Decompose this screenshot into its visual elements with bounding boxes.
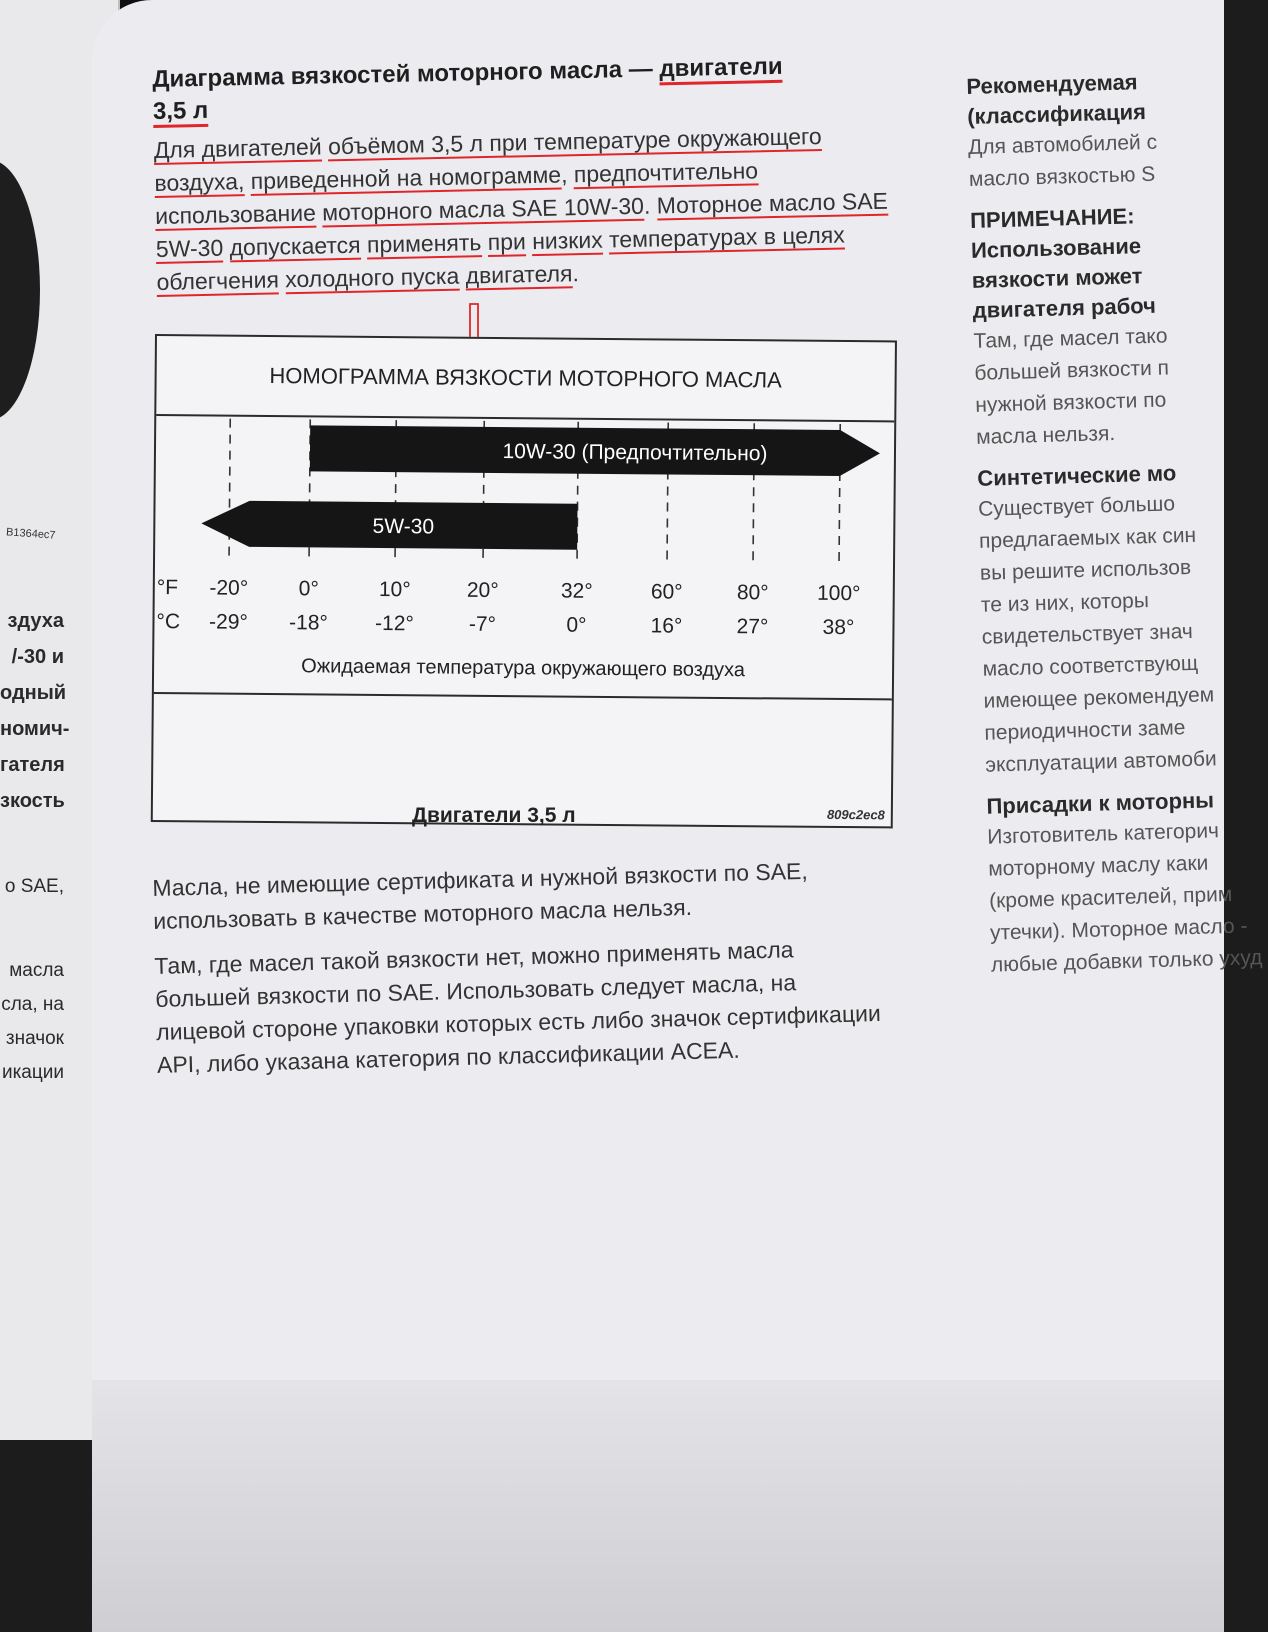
- fahrenheit-tick: -20°: [209, 576, 249, 600]
- fahrenheit-tick: 32°: [560, 579, 593, 603]
- prev-fragment: зкость: [0, 790, 65, 812]
- nomogram-divider: [154, 692, 892, 700]
- right-column-line: те из них, которы: [980, 589, 1150, 617]
- celsius-tick: 38°: [822, 615, 855, 640]
- right-column-heading: двигателя рабоч: [972, 292, 1157, 323]
- lead-underlined-phrase: температурах в целях облегчения: [156, 221, 845, 295]
- celsius-tick: 16°: [650, 614, 683, 638]
- fahrenheit-tick: 60°: [650, 580, 683, 604]
- celsius-tick: -12°: [375, 611, 414, 636]
- body-paragraph: Масла, не имеющие сертификата и нужной вязкости по SAE, использовать в качестве моторного масла нельзя.: [152, 857, 809, 934]
- right-column-line: свидетельствует знач: [981, 619, 1194, 649]
- right-column-heading: ПРИМЕЧАНИЕ:: [969, 203, 1135, 233]
- celsius-tick: 27°: [736, 615, 769, 639]
- right-column-line: большей вязкости п: [974, 356, 1170, 385]
- right-column-line: утечки). Моторное масло -: [989, 914, 1248, 945]
- fahrenheit-tick: 80°: [736, 581, 769, 605]
- right-column-line: (кроме красителей, прим: [988, 882, 1233, 913]
- lead-underlined-phrase: низких: [531, 226, 603, 255]
- lead-underlined-phrase: допускается: [229, 231, 361, 261]
- viscosity-nomogram: [151, 334, 897, 828]
- prev-fragment: /-30 и: [11, 646, 64, 668]
- right-column-heading: Присадки к моторны: [986, 787, 1215, 819]
- heading-underlined: 3,5 л: [153, 97, 209, 128]
- lead-paragraph: [153, 118, 916, 299]
- nomogram-title: НОМОГРАММА ВЯЗКОСТИ МОТОРНОГО МАСЛА: [156, 336, 895, 422]
- lead-underlined-phrase: двигателя: [465, 260, 573, 289]
- prev-fragment: гателя: [0, 754, 65, 776]
- lead-underlined-phrase: объёмом 3,5 л при температуре окружающего воздуха,: [154, 122, 822, 196]
- lead-underlined-phrase: моторного масла SAE 10W-30: [321, 192, 645, 226]
- main-column: [152, 48, 917, 299]
- prev-fragment: икации: [1, 1062, 64, 1083]
- right-column-line: любые добавки только ухуд: [990, 946, 1263, 977]
- lead-underlined-phrase: приведенной на номограмме: [250, 161, 562, 194]
- right-column-line: Изготовитель категорич: [987, 819, 1220, 849]
- fahrenheit-tick: 100°: [816, 581, 861, 606]
- heading-text: Диаграмма вязкостей моторного масла —: [152, 55, 660, 93]
- right-column-line: Там, где масел тако: [973, 324, 1168, 353]
- right-column-line: Для автомобилей с: [967, 130, 1158, 159]
- figure-caption: Двигатели 3,5 л: [412, 804, 576, 827]
- prev-fragment: масла: [9, 960, 64, 981]
- celsius-tick: 0°: [566, 613, 587, 637]
- viscosity-bar-label: 10W-30 (Предпочтительно): [502, 440, 768, 466]
- heading-underlined: двигатели: [659, 53, 783, 86]
- lead-underlined-phrase: предпочтительно использование: [154, 157, 759, 229]
- celsius-row: [154, 610, 892, 646]
- temperature-gridline: [229, 419, 230, 563]
- gauge-illustration: [0, 160, 40, 420]
- prev-fragment: о SAE,: [4, 876, 64, 897]
- right-column-heading: Рекомендуемая: [966, 69, 1138, 99]
- right-column-line: имеющее рекомендуем: [983, 683, 1215, 713]
- prev-fragment: сла, на: [1, 994, 64, 1015]
- lead-underlined-phrase: Для двигателей: [153, 133, 322, 163]
- right-column-heading: (классификация: [966, 98, 1147, 129]
- lead-text: .: [643, 192, 657, 219]
- right-column-line: моторному маслу каки: [987, 851, 1209, 881]
- nomogram-axis-caption: Ожидаемая температура окружающего воздуха: [301, 655, 746, 682]
- prev-fragment: номич-: [0, 718, 70, 740]
- prev-fragment: одный: [0, 682, 67, 704]
- fahrenheit-row: [155, 576, 893, 612]
- lead-underlined-phrase: холодного пуска: [284, 262, 460, 293]
- lead-underlined-phrase: Моторное масло SAE 5W-30: [155, 187, 889, 262]
- viscosity-bar-label: 5W-30: [372, 514, 435, 539]
- right-column-line: Существует большо: [977, 492, 1176, 521]
- fahrenheit-tick: 20°: [466, 578, 499, 603]
- celsius-tick: -29°: [209, 610, 248, 634]
- right-column-heading: Использование: [970, 233, 1142, 263]
- nomogram-chart: [155, 336, 895, 582]
- right-column-line: нужной вязкости по: [974, 388, 1167, 417]
- celsius-tick: -7°: [468, 612, 497, 636]
- right-column-line: масло соответствующ: [982, 651, 1199, 681]
- fahrenheit-tick: 10°: [378, 577, 411, 602]
- right-column-heading: Синтетические мо: [977, 460, 1177, 491]
- right-column-heading: вязкости может: [971, 263, 1143, 293]
- lead-text: ,: [560, 161, 575, 188]
- right-column-line: вы решите использов: [979, 555, 1192, 585]
- right-column: [966, 65, 1263, 1152]
- prev-fragment: значок: [5, 1028, 64, 1049]
- fahrenheit-tick: 0°: [298, 577, 319, 601]
- nomogram-code: 809c2ec8: [826, 806, 885, 823]
- page-bottom-shade: [92, 1380, 1224, 1632]
- right-column-line: масла нельзя.: [975, 421, 1116, 449]
- right-column-line: эксплуатации автомоби: [985, 747, 1218, 777]
- previous-figure-code: B1364ec7: [5, 526, 56, 542]
- body-paragraph: Там, где масел такой вязкости нет, можно применять масла большей вязкости по SAE. Использовать следует масла, на лицевой стороне упаковки которых есть либо значок сертификации API, либо указана категория по классификации ACEA.: [154, 936, 882, 1078]
- lead-underlined-phrase: применять: [366, 229, 482, 258]
- right-column-line: масло вязкостью S: [968, 162, 1156, 191]
- unit-celsius: °C: [156, 610, 181, 634]
- unit-fahrenheit: °F: [156, 576, 179, 600]
- right-column-line: периодичности заме: [984, 716, 1186, 745]
- celsius-tick: -18°: [289, 611, 328, 635]
- right-column-line: предлагаемых как син: [978, 523, 1197, 553]
- prev-fragment: здуха: [7, 610, 64, 632]
- body-column: [152, 853, 888, 1094]
- lead-underlined-phrase: при: [487, 228, 527, 256]
- lead-text: .: [572, 260, 580, 287]
